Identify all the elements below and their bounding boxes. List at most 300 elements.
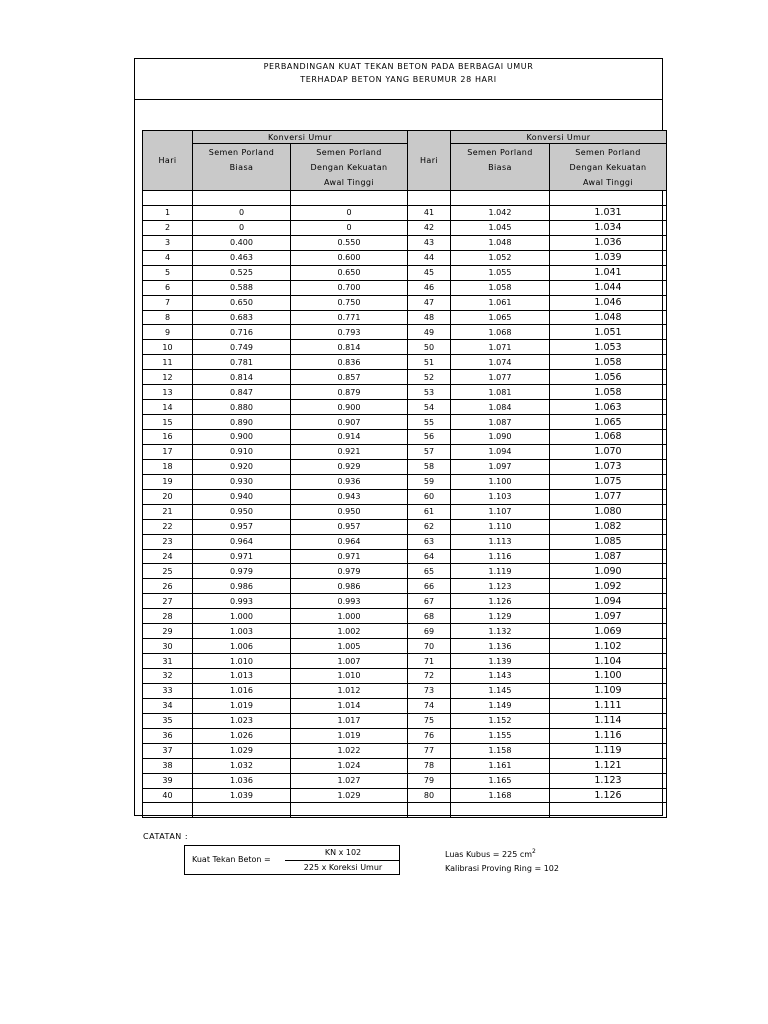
luas-kubus-note: [445, 850, 536, 859]
tinggi-left-cell: 1.000: [291, 609, 408, 624]
table-row: [143, 624, 667, 639]
hari-right-cell: 41: [408, 205, 451, 220]
hari-right-cell: 42: [408, 220, 451, 235]
hari-left-cell: 34: [143, 698, 193, 713]
hari-right-cell: 47: [408, 295, 451, 310]
hari-right-cell: 75: [408, 713, 451, 728]
biasa-right-cell: 1.097: [451, 459, 550, 474]
tinggi-right-cell: 1.031: [550, 205, 667, 220]
tinggi-right-cell: 1.080: [550, 504, 667, 519]
header-tinggi-line1: Semen Porland: [316, 148, 382, 157]
conversion-sheet: [134, 58, 663, 816]
biasa-left-cell: 1.016: [193, 683, 291, 698]
hari-left-cell: 28: [143, 609, 193, 624]
hari-left-cell: 16: [143, 430, 193, 445]
table-row: [143, 430, 667, 445]
hari-left-cell: 2: [143, 220, 193, 235]
header-biasa-line2: Biasa: [488, 163, 512, 172]
tinggi-left-cell: 0.993: [291, 594, 408, 609]
table-body: [143, 191, 667, 818]
tinggi-right-cell: 1.034: [550, 220, 667, 235]
biasa-left-cell: 1.026: [193, 728, 291, 743]
tinggi-right-cell: 1.100: [550, 669, 667, 684]
tinggi-left-cell: 0.971: [291, 549, 408, 564]
tinggi-left-cell: 0.879: [291, 385, 408, 400]
biasa-right-cell: 1.155: [451, 728, 550, 743]
tinggi-left-cell: 1.014: [291, 698, 408, 713]
tinggi-right-cell: 1.109: [550, 683, 667, 698]
tinggi-right-cell: 1.058: [550, 385, 667, 400]
tinggi-right-cell: 1.102: [550, 639, 667, 654]
tinggi-left-cell: 0.814: [291, 340, 408, 355]
formula-label: Kuat Tekan Beton =: [192, 855, 271, 864]
biasa-right-cell: 1.068: [451, 325, 550, 340]
header-tinggi-line3: Awal Tinggi: [323, 178, 375, 187]
hari-right-cell: 52: [408, 370, 451, 385]
tinggi-left-cell: 0.907: [291, 415, 408, 430]
hari-right-cell: 74: [408, 698, 451, 713]
catatan-label: CATATAN :: [143, 832, 189, 841]
hari-left-cell: 4: [143, 250, 193, 265]
header-konversi-left: Konversi Umur: [193, 131, 408, 144]
table-row: [143, 788, 667, 803]
biasa-left-cell: 0.971: [193, 549, 291, 564]
hari-left-cell: 21: [143, 504, 193, 519]
hari-right-cell: 76: [408, 728, 451, 743]
hari-left-cell: [143, 803, 193, 818]
biasa-right-cell: 1.045: [451, 220, 550, 235]
hari-left-cell: 40: [143, 788, 193, 803]
table-row: [143, 385, 667, 400]
table-row: [143, 534, 667, 549]
tinggi-right-cell: 1.087: [550, 549, 667, 564]
hari-left-cell: 38: [143, 758, 193, 773]
biasa-left-cell: 0.814: [193, 370, 291, 385]
tinggi-right-cell: 1.090: [550, 564, 667, 579]
tinggi-right-cell: 1.063: [550, 400, 667, 415]
biasa-left-cell: 1.039: [193, 788, 291, 803]
biasa-right-cell: 1.126: [451, 594, 550, 609]
table-row: [143, 220, 667, 235]
hari-left-cell: 32: [143, 669, 193, 684]
hari-left-cell: 22: [143, 519, 193, 534]
header-biasa-line1: Semen Porland: [208, 148, 275, 157]
tinggi-left-cell: [291, 803, 408, 818]
biasa-right-cell: 1.123: [451, 579, 550, 594]
biasa-left-cell: 0.920: [193, 459, 291, 474]
biasa-right-cell: 1.042: [451, 205, 550, 220]
table-row: [143, 743, 667, 758]
table-row: [143, 355, 667, 370]
biasa-right-cell: 1.165: [451, 773, 550, 788]
table-row: [143, 594, 667, 609]
table-row: [143, 504, 667, 519]
biasa-right-cell: 1.048: [451, 235, 550, 250]
conversion-table: [142, 130, 667, 818]
fraction-bar: [285, 860, 400, 861]
hari-right-cell: 73: [408, 683, 451, 698]
hari-left-cell: 1: [143, 205, 193, 220]
biasa-left-cell: 1.013: [193, 669, 291, 684]
hari-left-cell: 12: [143, 370, 193, 385]
hari-left-cell: 31: [143, 654, 193, 669]
biasa-right-cell: 1.110: [451, 519, 550, 534]
hari-left-cell: 33: [143, 683, 193, 698]
biasa-right-cell: 1.052: [451, 250, 550, 265]
header-biasa-right: [451, 144, 550, 191]
hari-right-cell: 61: [408, 504, 451, 519]
hari-right-cell: 79: [408, 773, 451, 788]
hari-left-cell: 13: [143, 385, 193, 400]
table-row: [143, 579, 667, 594]
biasa-right-cell: 1.081: [451, 385, 550, 400]
tinggi-right-cell: 1.097: [550, 609, 667, 624]
hari-right-cell: 68: [408, 609, 451, 624]
title-line-1: PERBANDINGAN KUAT TEKAN BETON PADA BERBAGAI UMUR: [263, 62, 534, 71]
hari-left-cell: 35: [143, 713, 193, 728]
table-row: [143, 758, 667, 773]
hari-right-cell: 59: [408, 474, 451, 489]
hari-left-cell: 37: [143, 743, 193, 758]
biasa-right-cell: 1.103: [451, 489, 550, 504]
tinggi-right-cell: 1.119: [550, 743, 667, 758]
biasa-left-cell: 0.749: [193, 340, 291, 355]
biasa-left-cell: 0.588: [193, 280, 291, 295]
tinggi-left-cell: 0.936: [291, 474, 408, 489]
biasa-left-cell: [193, 803, 291, 818]
hari-right-cell: 46: [408, 280, 451, 295]
hari-left-cell: 17: [143, 444, 193, 459]
biasa-left-cell: 0.930: [193, 474, 291, 489]
tinggi-right-cell: 1.094: [550, 594, 667, 609]
biasa-right-cell: 1.132: [451, 624, 550, 639]
tinggi-left-cell: 0: [291, 220, 408, 235]
tinggi-right-cell: 1.065: [550, 415, 667, 430]
luas-kubus-superscript: 2: [532, 848, 536, 855]
hari-left-cell: 18: [143, 459, 193, 474]
hari-right-cell: 72: [408, 669, 451, 684]
hari-left-cell: 24: [143, 549, 193, 564]
tinggi-left-cell: 0.650: [291, 265, 408, 280]
biasa-left-cell: 0.847: [193, 385, 291, 400]
hari-right-cell: 58: [408, 459, 451, 474]
header-hari-left: Hari: [143, 131, 193, 191]
table-row: [143, 654, 667, 669]
biasa-right-cell: 1.136: [451, 639, 550, 654]
tinggi-right-cell: 1.111: [550, 698, 667, 713]
tinggi-left-cell: 0.793: [291, 325, 408, 340]
table-row: [143, 295, 667, 310]
header-tinggi-right: [550, 144, 667, 191]
hari-left-cell: 15: [143, 415, 193, 430]
biasa-right-cell: 1.113: [451, 534, 550, 549]
hari-right-cell: 63: [408, 534, 451, 549]
hari-left-cell: 5: [143, 265, 193, 280]
header-tinggi-line2: Dengan Kekuatan: [310, 163, 388, 172]
biasa-right-cell: 1.116: [451, 549, 550, 564]
tinggi-right-cell: 1.073: [550, 459, 667, 474]
biasa-right-cell: 1.087: [451, 415, 550, 430]
tinggi-left-cell: 0.914: [291, 430, 408, 445]
spacer-cell: [550, 191, 667, 206]
hari-right-cell: 77: [408, 743, 451, 758]
kalibrasi-note: Kalibrasi Proving Ring = 102: [445, 864, 559, 873]
biasa-left-cell: 0.964: [193, 534, 291, 549]
hari-right-cell: 49: [408, 325, 451, 340]
table-row: [143, 415, 667, 430]
tinggi-right-cell: 1.053: [550, 340, 667, 355]
tinggi-left-cell: 1.024: [291, 758, 408, 773]
tinggi-right-cell: 1.056: [550, 370, 667, 385]
tinggi-left-cell: 1.002: [291, 624, 408, 639]
table-row: [143, 609, 667, 624]
table-row: [143, 325, 667, 340]
biasa-left-cell: 0.716: [193, 325, 291, 340]
biasa-right-cell: 1.107: [451, 504, 550, 519]
hari-left-cell: 20: [143, 489, 193, 504]
header-tinggi-line1: Semen Porland: [575, 148, 641, 157]
tinggi-left-cell: 0.550: [291, 235, 408, 250]
table-row: [143, 773, 667, 788]
tinggi-right-cell: 1.070: [550, 444, 667, 459]
biasa-left-cell: 0.880: [193, 400, 291, 415]
hari-left-cell: 14: [143, 400, 193, 415]
hari-left-cell: 29: [143, 624, 193, 639]
table-row: [143, 235, 667, 250]
spacer-row: [143, 191, 667, 206]
tinggi-right-cell: 1.044: [550, 280, 667, 295]
header-tinggi-line2: Dengan Kekuatan: [569, 163, 647, 172]
hari-right-cell: 56: [408, 430, 451, 445]
tinggi-left-cell: 0.771: [291, 310, 408, 325]
hari-right-cell: 65: [408, 564, 451, 579]
tinggi-left-cell: 1.022: [291, 743, 408, 758]
biasa-right-cell: 1.145: [451, 683, 550, 698]
biasa-left-cell: 0: [193, 205, 291, 220]
biasa-right-cell: 1.168: [451, 788, 550, 803]
tinggi-right-cell: 1.039: [550, 250, 667, 265]
hari-right-cell: 48: [408, 310, 451, 325]
table-row: [143, 400, 667, 415]
hari-left-cell: 23: [143, 534, 193, 549]
hari-left-cell: 19: [143, 474, 193, 489]
hari-right-cell: 66: [408, 579, 451, 594]
header-tinggi-left: [291, 144, 408, 191]
tinggi-left-cell: 0.700: [291, 280, 408, 295]
tinggi-right-cell: 1.048: [550, 310, 667, 325]
hari-right-cell: 60: [408, 489, 451, 504]
table-row: [143, 310, 667, 325]
table-row: [143, 713, 667, 728]
tinggi-left-cell: 1.027: [291, 773, 408, 788]
hari-left-cell: 6: [143, 280, 193, 295]
biasa-left-cell: 1.029: [193, 743, 291, 758]
biasa-right-cell: 1.139: [451, 654, 550, 669]
hari-right-cell: 44: [408, 250, 451, 265]
biasa-right-cell: 1.100: [451, 474, 550, 489]
table-row: [143, 519, 667, 534]
table-row: [143, 459, 667, 474]
biasa-left-cell: 0.650: [193, 295, 291, 310]
table-row: [143, 549, 667, 564]
biasa-left-cell: 0: [193, 220, 291, 235]
tinggi-right-cell: [550, 803, 667, 818]
biasa-left-cell: 0.940: [193, 489, 291, 504]
biasa-left-cell: 0.781: [193, 355, 291, 370]
biasa-left-cell: 0.400: [193, 235, 291, 250]
hari-right-cell: 67: [408, 594, 451, 609]
formula-box: [184, 845, 400, 875]
tinggi-right-cell: 1.058: [550, 355, 667, 370]
tinggi-left-cell: 0.600: [291, 250, 408, 265]
table-row: [143, 474, 667, 489]
hari-right-cell: 62: [408, 519, 451, 534]
tinggi-right-cell: 1.104: [550, 654, 667, 669]
table-row: [143, 489, 667, 504]
biasa-right-cell: 1.094: [451, 444, 550, 459]
biasa-right-cell: 1.161: [451, 758, 550, 773]
biasa-left-cell: 1.010: [193, 654, 291, 669]
tinggi-left-cell: 0.750: [291, 295, 408, 310]
luas-kubus-text: Luas Kubus = 225 cm: [445, 850, 533, 859]
table-row: [143, 205, 667, 220]
biasa-right-cell: 1.061: [451, 295, 550, 310]
title-box: [135, 59, 662, 100]
biasa-left-cell: 0.993: [193, 594, 291, 609]
tinggi-right-cell: 1.075: [550, 474, 667, 489]
tinggi-right-cell: 1.046: [550, 295, 667, 310]
table-row: [143, 803, 667, 818]
tinggi-left-cell: 0.957: [291, 519, 408, 534]
biasa-right-cell: 1.071: [451, 340, 550, 355]
tinggi-right-cell: 1.121: [550, 758, 667, 773]
tinggi-right-cell: 1.077: [550, 489, 667, 504]
hari-right-cell: 69: [408, 624, 451, 639]
tinggi-left-cell: 0.836: [291, 355, 408, 370]
header-hari-right: Hari: [408, 131, 451, 191]
tinggi-left-cell: 0.900: [291, 400, 408, 415]
table-row: [143, 728, 667, 743]
formula-numerator: KN x 102: [324, 848, 362, 857]
biasa-left-cell: 0.910: [193, 444, 291, 459]
hari-left-cell: 10: [143, 340, 193, 355]
tinggi-right-cell: 1.092: [550, 579, 667, 594]
tinggi-left-cell: 1.005: [291, 639, 408, 654]
spacer-cell: [408, 191, 451, 206]
hari-right-cell: [408, 803, 451, 818]
tinggi-right-cell: 1.082: [550, 519, 667, 534]
tinggi-left-cell: 1.012: [291, 683, 408, 698]
hari-right-cell: 50: [408, 340, 451, 355]
biasa-left-cell: 1.023: [193, 713, 291, 728]
tinggi-right-cell: 1.041: [550, 265, 667, 280]
formula-denominator: 225 x Koreksi Umur: [303, 863, 383, 872]
header-biasa-line1: Semen Porland: [467, 148, 533, 157]
biasa-left-cell: 0.463: [193, 250, 291, 265]
biasa-left-cell: 0.979: [193, 564, 291, 579]
tinggi-left-cell: 1.029: [291, 788, 408, 803]
biasa-right-cell: 1.084: [451, 400, 550, 415]
biasa-right-cell: 1.055: [451, 265, 550, 280]
hari-left-cell: 30: [143, 639, 193, 654]
spacer-cell: [193, 191, 291, 206]
biasa-left-cell: 1.019: [193, 698, 291, 713]
biasa-left-cell: 1.003: [193, 624, 291, 639]
biasa-left-cell: 1.006: [193, 639, 291, 654]
hari-left-cell: 26: [143, 579, 193, 594]
biasa-left-cell: 1.000: [193, 609, 291, 624]
header-biasa-line2: Biasa: [229, 163, 254, 172]
biasa-right-cell: 1.129: [451, 609, 550, 624]
hari-left-cell: 36: [143, 728, 193, 743]
tinggi-right-cell: 1.114: [550, 713, 667, 728]
biasa-left-cell: 1.036: [193, 773, 291, 788]
hari-left-cell: 8: [143, 310, 193, 325]
biasa-left-cell: 0.957: [193, 519, 291, 534]
table-row: [143, 265, 667, 280]
hari-right-cell: 64: [408, 549, 451, 564]
hari-right-cell: 71: [408, 654, 451, 669]
tinggi-left-cell: 0.986: [291, 579, 408, 594]
biasa-left-cell: 0.890: [193, 415, 291, 430]
header-tinggi-line3: Awal Tinggi: [582, 178, 634, 187]
hari-left-cell: 7: [143, 295, 193, 310]
table-row: [143, 564, 667, 579]
title-line-2: TERHADAP BETON YANG BERUMUR 28 HARI: [300, 75, 497, 84]
biasa-right-cell: 1.152: [451, 713, 550, 728]
biasa-right-cell: 1.158: [451, 743, 550, 758]
hari-left-cell: 39: [143, 773, 193, 788]
hari-right-cell: 78: [408, 758, 451, 773]
biasa-right-cell: 1.119: [451, 564, 550, 579]
table-row: [143, 340, 667, 355]
table-row: [143, 669, 667, 684]
biasa-right-cell: 1.074: [451, 355, 550, 370]
hari-right-cell: 55: [408, 415, 451, 430]
table-row: [143, 280, 667, 295]
hari-right-cell: 51: [408, 355, 451, 370]
tinggi-right-cell: 1.123: [550, 773, 667, 788]
tinggi-left-cell: 0.979: [291, 564, 408, 579]
tinggi-left-cell: 0.929: [291, 459, 408, 474]
hari-right-cell: 43: [408, 235, 451, 250]
biasa-left-cell: 0.986: [193, 579, 291, 594]
table-row: [143, 250, 667, 265]
spacer-cell: [143, 191, 193, 206]
tinggi-left-cell: 1.019: [291, 728, 408, 743]
header-biasa-left: [193, 144, 291, 191]
tinggi-right-cell: 1.085: [550, 534, 667, 549]
header-konversi-right: Konversi Umur: [451, 131, 667, 144]
table-row: [143, 698, 667, 713]
biasa-right-cell: 1.090: [451, 430, 550, 445]
tinggi-left-cell: 1.007: [291, 654, 408, 669]
biasa-right-cell: 1.065: [451, 310, 550, 325]
biasa-left-cell: 0.900: [193, 430, 291, 445]
hari-left-cell: 11: [143, 355, 193, 370]
tinggi-right-cell: 1.069: [550, 624, 667, 639]
hari-left-cell: 3: [143, 235, 193, 250]
hari-left-cell: 27: [143, 594, 193, 609]
tinggi-right-cell: 1.126: [550, 788, 667, 803]
tinggi-left-cell: 0.964: [291, 534, 408, 549]
biasa-right-cell: 1.077: [451, 370, 550, 385]
table-row: [143, 683, 667, 698]
tinggi-right-cell: 1.116: [550, 728, 667, 743]
table-row: [143, 370, 667, 385]
biasa-left-cell: 0.683: [193, 310, 291, 325]
hari-left-cell: 9: [143, 325, 193, 340]
